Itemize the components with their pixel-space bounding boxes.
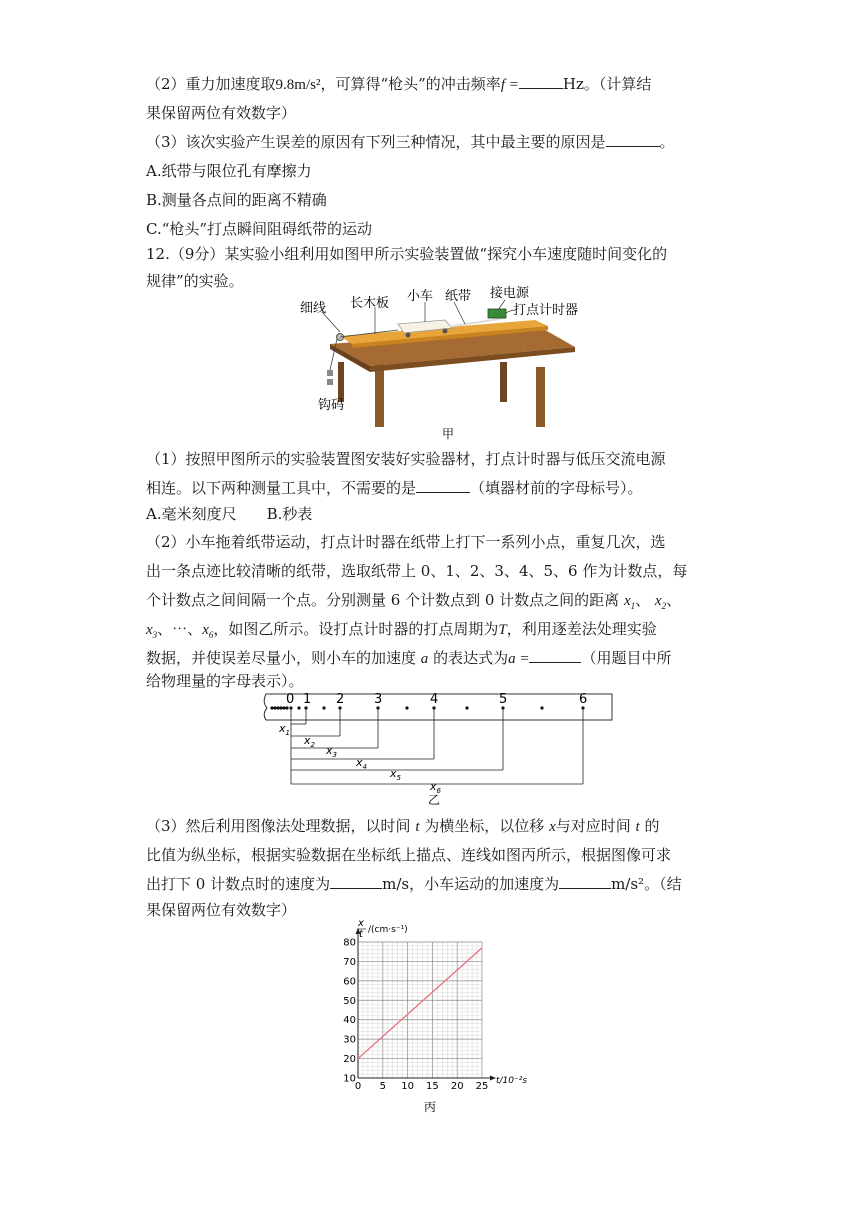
cart-wheel bbox=[406, 333, 411, 338]
caption-jia: 甲 bbox=[442, 427, 455, 441]
figure-yi bbox=[260, 688, 620, 808]
q11-option-a: A.纸带与限位孔有摩擦力 bbox=[146, 162, 312, 180]
q12-part2-line1: （2）小车拖着纸带运动，打点计时器在纸带上打下一系列小点，重复几次，选 bbox=[146, 533, 666, 551]
q11-part3: （3）该次实验产生误差的原因有下列三种情况，其中最主要的原因是 。 bbox=[146, 133, 675, 151]
chart-series bbox=[358, 948, 482, 1059]
answer-blank[interactable] bbox=[529, 648, 581, 663]
label-power: 接电源 bbox=[490, 286, 530, 301]
y-tick-label: 30 bbox=[343, 1034, 356, 1046]
x-tick-label: 15 bbox=[426, 1081, 439, 1092]
q12-part2-line2: 出一条点迹比较清晰的纸带，选取纸带上 0、1、2、3、4、5、6 作为计数点，每 bbox=[146, 562, 688, 580]
y-tick-label: 80 bbox=[343, 937, 356, 949]
q12-heading-line2: 规律”的实验。 bbox=[146, 272, 244, 290]
option-b: B.秒表 bbox=[266, 505, 313, 523]
figure-jia bbox=[300, 282, 590, 442]
label-hook-weight: 钩码 bbox=[318, 398, 345, 413]
option-a: A.毫米刻度尺 bbox=[146, 505, 237, 523]
caption-bing: 丙 bbox=[424, 1100, 437, 1114]
apparatus-illustration bbox=[300, 282, 590, 442]
q12-part2-line5: 数据，并使误差尽量小，则小车的加速度 a 的表达式为a = （用题目中所 bbox=[146, 649, 672, 667]
label-long-board: 长木板 bbox=[350, 296, 390, 311]
table-leg bbox=[536, 367, 545, 427]
ylabel-numerator: x bbox=[358, 918, 364, 929]
q12-part2-line4: $x_3$、⋯、$x_6$，如图乙所示。设打点计时器的打点周期为T，利用逐差法处理实验 bbox=[146, 620, 657, 640]
y-tick-label: 50 bbox=[343, 995, 356, 1007]
point-label-0: 0 bbox=[286, 692, 295, 707]
label-x3: $x_3$ bbox=[326, 744, 337, 759]
caption-yi: 乙 bbox=[428, 793, 441, 807]
q11-option-b: B.测量各点间的距离不精确 bbox=[146, 191, 327, 209]
xlabel: t/10⁻²s bbox=[496, 1076, 528, 1086]
y-tick-label: 60 bbox=[343, 976, 356, 988]
answer-blank[interactable] bbox=[606, 132, 660, 147]
q11-part2-line2: 果保留两位有效数字） bbox=[146, 104, 297, 122]
x-tick-label: 10 bbox=[401, 1081, 414, 1092]
y-tick-label: 10 bbox=[343, 1073, 356, 1085]
answer-blank[interactable] bbox=[416, 478, 470, 493]
y-tick-label: 40 bbox=[343, 1015, 356, 1027]
chart-ticks bbox=[343, 938, 488, 1093]
q12-part1-line2: 相连。以下两种测量工具中，不需要的是 （填器材前的字母标号）。 bbox=[146, 479, 643, 497]
series-line bbox=[358, 948, 482, 1059]
vt-chart bbox=[330, 915, 540, 1120]
point-label-5: 5 bbox=[499, 692, 508, 707]
y-tick-label: 20 bbox=[343, 1054, 356, 1066]
cart-wheel bbox=[443, 329, 448, 334]
q12-part3-line4: 果保留两位有效数字） bbox=[146, 901, 297, 919]
figure-bing bbox=[330, 915, 540, 1120]
y-tick-label: 70 bbox=[343, 956, 356, 968]
q12-part3-line2: 比值为纵坐标，根据实验数据在坐标纸上描点、连线如图丙所示，根据图像可求 bbox=[146, 846, 672, 864]
label-cart: 小车 bbox=[407, 289, 434, 304]
label-string: 细线 bbox=[300, 301, 327, 316]
label-x6: $x_6$ bbox=[430, 780, 441, 795]
table-leg bbox=[500, 362, 507, 402]
answer-blank[interactable] bbox=[519, 74, 563, 89]
answer-blank[interactable] bbox=[330, 874, 382, 889]
q12-part2-line3: 个计数点之间间隔一个点。分别测量 6 个计数点到 0 计数点之间的距离 $x_1$、 $x_2$、 bbox=[146, 591, 682, 611]
q11-part2-line1: （2）重力加速度取9.8m/s²，可算得“枪头”的冲击频率f = Hz。（计算结 bbox=[146, 75, 652, 93]
chart-grid bbox=[358, 942, 482, 1078]
label-x5: $x_5$ bbox=[390, 767, 401, 782]
table-leg bbox=[375, 362, 384, 427]
paper-tape-diagram bbox=[260, 688, 620, 808]
hook-weight bbox=[327, 379, 333, 385]
x-tick-label: 0 bbox=[354, 1081, 362, 1092]
x-tick-label: 25 bbox=[475, 1081, 489, 1092]
hook-weight bbox=[327, 370, 333, 376]
ticker-timer bbox=[488, 309, 506, 318]
ylabel-unit: /(cm·s⁻¹) bbox=[368, 925, 408, 935]
label-x4: $x_4$ bbox=[356, 756, 367, 771]
q12-part2-line6: 给物理量的字母表示）。 bbox=[146, 672, 304, 690]
label-paper-tape: 纸带 bbox=[445, 289, 472, 304]
point-label-3: 3 bbox=[374, 692, 383, 707]
q12-part3-line1: （3）然后利用图像法处理数据，以时间 t 为横坐标，以位移 x与对应时间 t 的 bbox=[146, 817, 660, 835]
q12-heading-line1: 12.（9分）某实验小组利用如图甲所示实验装置做“探究小车速度随时间变化的 bbox=[146, 245, 668, 263]
point-label-4: 4 bbox=[430, 692, 439, 707]
q12-part1-line1: （1）按照甲图所示的实验装置图安装好实验器材，打点计时器与低压交流电源 bbox=[146, 450, 666, 468]
label-x2: $x_2$ bbox=[304, 734, 315, 749]
label-x1: $x_1$ bbox=[279, 722, 290, 737]
table-leg bbox=[338, 362, 344, 402]
string bbox=[330, 339, 337, 370]
x-tick-label: 20 bbox=[450, 1081, 464, 1092]
point-label-2: 2 bbox=[336, 692, 345, 707]
label-timer: 打点计时器 bbox=[513, 303, 579, 318]
q11-option-c: C.“枪头”打点瞬间阻碍纸带的运动 bbox=[146, 220, 373, 238]
point-label-6: 6 bbox=[579, 692, 588, 707]
answer-blank[interactable] bbox=[559, 874, 611, 889]
q12-part1-options bbox=[146, 500, 726, 529]
ylabel-denominator: t bbox=[359, 929, 363, 940]
q12-part3-line3: 出打下 0 计数点时的速度为 m/s，小车运动的加速度为 m/s²。（结 bbox=[146, 875, 682, 893]
point-label-1: 1 bbox=[303, 692, 312, 707]
x-tick-label: 5 bbox=[379, 1081, 386, 1092]
